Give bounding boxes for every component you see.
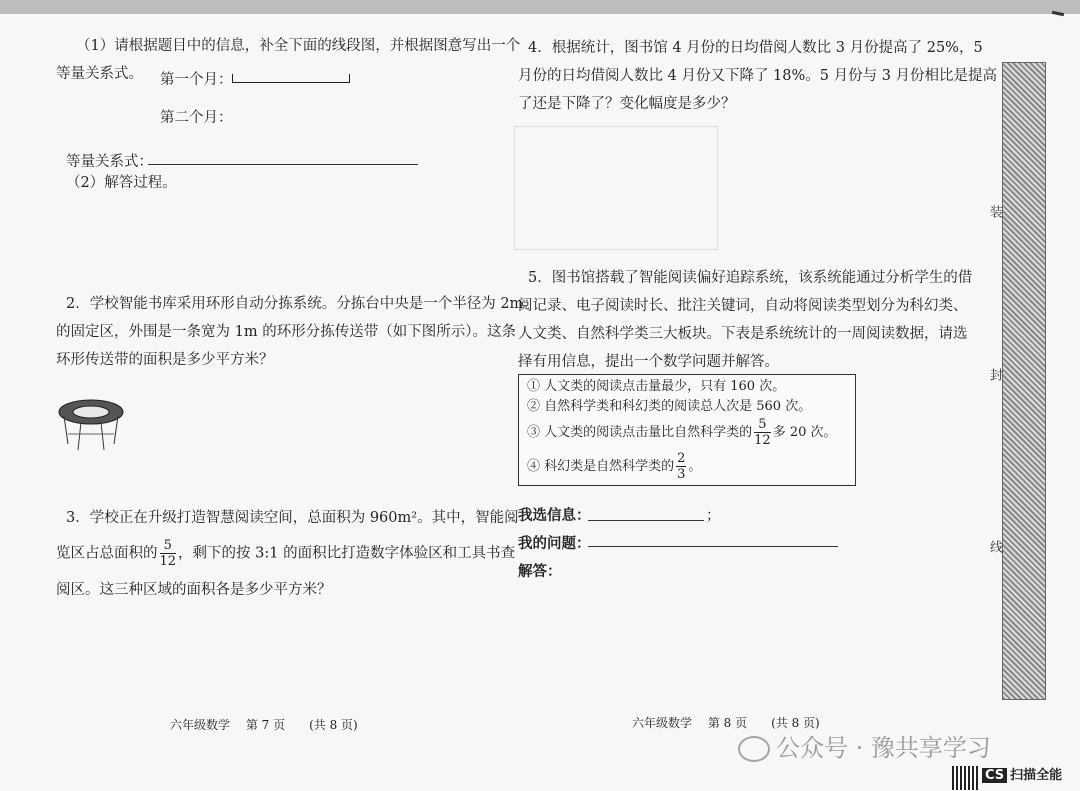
q4-line2: 月份的日均借阅人数比 4 月份又下降了 18%。5 月份与 3 月份相比是提高 — [518, 68, 998, 84]
q4-line1: 4．根据统计，图书馆 4 月份的日均借阅人数比 3 月份提高了 25%，5 — [528, 40, 983, 56]
q5-line3: 人文类、自然科学类三大板块。下表是系统统计的一周阅读数据，请选 — [518, 326, 968, 342]
watermark — [738, 728, 991, 763]
scan-top-edge — [0, 0, 1080, 14]
select-info-blank[interactable] — [588, 520, 704, 521]
binding-char-mid: 封 — [987, 368, 1002, 381]
wechat-icon — [738, 736, 770, 762]
info-item-4 — [527, 451, 701, 482]
info4-post: 。 — [688, 459, 702, 474]
month1-label: 第一个月： — [160, 72, 233, 88]
binding-strip — [1002, 62, 1046, 700]
binding-char-top: 装 — [987, 205, 1002, 218]
binding-char-bottom: 线 — [987, 540, 1002, 553]
left-footer: 六年级数学 第 7 页 (共 8 页) — [170, 718, 358, 732]
q3-frac-den: 12 — [159, 554, 177, 569]
q2-line3: 环形传送带的面积是多少平方米？ — [56, 352, 274, 368]
answer-label: 解答： — [518, 563, 562, 580]
info3-pre: ③ 人文类的阅读点击量比自然科学类的 — [527, 425, 753, 440]
month1-segment — [232, 74, 350, 83]
q3-line2-pre: 览区占总面积的 — [56, 545, 158, 562]
select-info-label: 我选信息： — [518, 507, 591, 524]
scanner-label — [982, 764, 1062, 783]
q3-line3: 阅区。这三种区域的面积各是多少平方米？ — [56, 582, 332, 598]
info4-num: 2 — [677, 451, 686, 466]
info-box — [518, 374, 856, 486]
info-item-2: ② 自然科学类和科幻类的阅读总人次是 560 次。 — [527, 399, 812, 414]
month2-label: 第二个月： — [160, 110, 233, 126]
q3-line2-post: ，剩下的按 3:1 的面积比打造数字体验区和工具书查 — [178, 545, 516, 562]
scanner-text: 扫描全能 — [1010, 768, 1063, 783]
info3-den: 12 — [754, 433, 771, 448]
info4-pre: ④ 科幻类是自然科学类的 — [527, 459, 675, 474]
q1-part2-text: （2）解答过程。 — [66, 175, 177, 191]
watermark-text: 公众号 · 豫共享学习 — [776, 734, 991, 762]
q4-line3: 了还是下降了？变化幅度是多少？ — [518, 96, 736, 112]
select-info-sep: ； — [706, 508, 721, 524]
q3-fraction — [160, 538, 177, 569]
info4-fraction — [676, 451, 686, 482]
q1-part1-cont: 等量关系式。 — [56, 66, 143, 82]
q2-line2: 的固定区，外围是一条宽为 1m 的环形分拣传送带（如下图所示）。这条 — [56, 324, 516, 340]
my-question-blank[interactable] — [588, 546, 838, 547]
info3-fraction — [754, 417, 771, 448]
q2-line1: 2．学校智能书库采用环形自动分拣系统。分拣台中央是一个半径为 2m — [66, 296, 524, 312]
info3-num: 5 — [754, 417, 771, 433]
q5-line2: 阅记录、电子阅读时长、批注关键词，自动将阅读类型划分为科幻类、 — [518, 298, 968, 314]
faint-answer-area — [514, 126, 718, 250]
info3-post: 多 20 次。 — [772, 425, 837, 440]
right-page — [510, 14, 1080, 791]
q5-line4: 择有用信息，提出一个数学问题并解答。 — [518, 354, 779, 370]
right-footer: 六年级数学 第 8 页 (共 8 页) — [632, 716, 820, 730]
ring-conveyor-figure — [56, 394, 126, 454]
equation-blank[interactable] — [148, 164, 418, 165]
qr-code-icon — [952, 766, 978, 790]
q3-frac-num: 5 — [160, 538, 177, 554]
info-item-3 — [527, 417, 837, 448]
q3-line2 — [56, 538, 515, 569]
my-question-label: 我的问题： — [518, 535, 591, 552]
q5-line1: 5．图书馆搭载了智能阅读偏好追踪系统，该系统能通过分析学生的借 — [528, 270, 973, 286]
info-item-1: ① 人文类的阅读点击量最少，只有 160 次。 — [527, 379, 786, 394]
left-page — [0, 14, 524, 791]
scanner-badge: CS — [982, 768, 1007, 783]
equation-label: 等量关系式： — [66, 154, 153, 170]
info4-den: 3 — [677, 467, 686, 482]
q1-part1-text: （1）请根据题目中的信息，补全下面的线段图，并根据图意写出一个 — [76, 38, 521, 54]
q3-line1: 3．学校正在升级打造智慧阅读空间，总面积为 960m²。其中，智能阅 — [66, 510, 519, 526]
